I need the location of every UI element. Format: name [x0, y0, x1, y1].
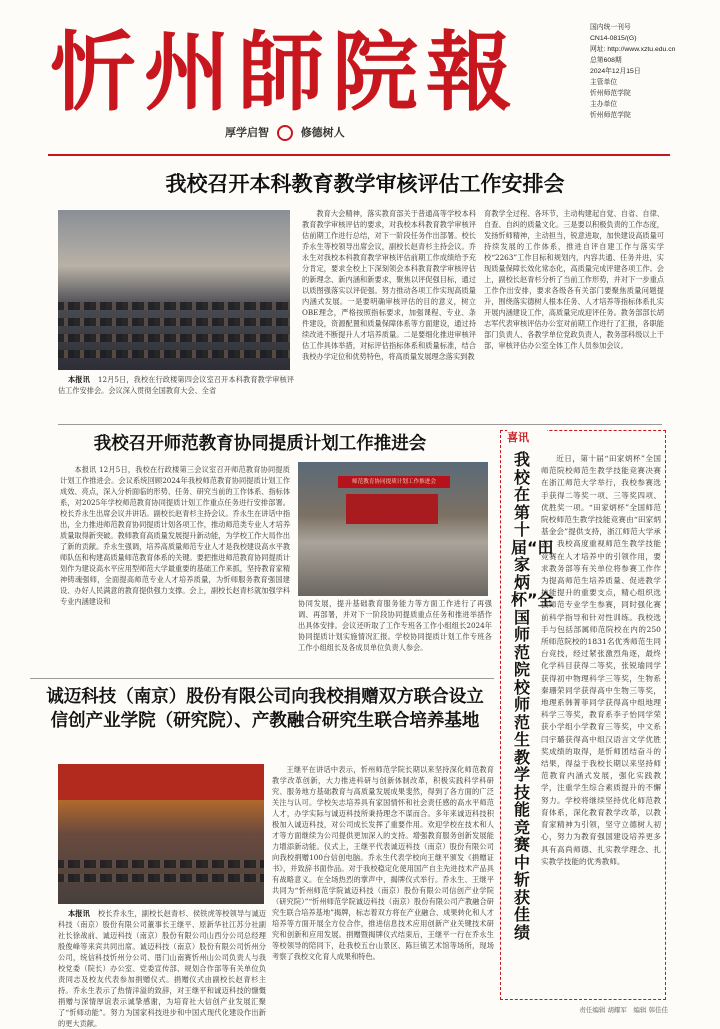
motto-left: 厚学启智	[225, 126, 269, 139]
masthead-info	[590, 22, 710, 152]
sidebar-box	[500, 430, 666, 1000]
article2-photo	[298, 462, 488, 596]
paragraph: 王继平在讲话中表示，忻州师范学院长期以来坚持深化师范教育教学改革创新，大力推进科研与创新体制改革，积极实践科学科研究、服务地方基础教育与高质量发展成果斐然，得到了各方面的广泛关注与认可。学校矢志培养具有家国情怀和社会责任感的高水平师范人才，办学实际与诚迈科技所秉持理念不谋而合。多年来诚迈科技积极加入诚迈科技，对公司成长发挥了重要作用。欢迎学校在技术和人才等方面继续为公司提供更加深入的支持。增强教育服务创新发展能力增添新动能。仪式上，王继平代表诚迈科技（南京）股份有限公司向我校捐赠100台信创电脑。乔永生代表学校向王继平颁发《捐赠证书》，并致辞书面作品。对于我校稳定化使用国产自主先进技术产品具有战略意义。在全场热烈的掌声中，揭牌仪式举行。乔永生、王继平共同为“忻州师范学院诚迈科技（南京）股份有限公司信创产业学院（研究院）”“忻州师范学院诚迈科技（南京）股份有限公司产教融合研究生联合培养基地”揭牌，标志着双方将在产业融合、成果转化和人才培养等方面开展全方位合作，推进信息技术应用创新产业关键技术研究和创新和应用发展。捐赠暨揭牌仪式结束后，王继平一行在乔永生等校领导的陪同下，赴我校五台山景区、陈巨镇艺术馆等场所，现场考察了我校文化育人成果和特色。	[272, 765, 494, 961]
caption-text: 校长乔永生，副校长赵青杉、侯铁虎等校领导与诚迈科技（南京）股份有限公司董事长王继平、原新华社江苏分社副社长徐战前、诚迈科技（南京）股份有限公司山西分公司总经理殷俊峰等来宾共同出席。诚迈科技（南京）股份有限公司忻州分公司，统信科技忻州分公司、厝门山南赛忻州山公司负责人与我校党委（院长）办公室、党委宣传部、规划合作部等有关单位负责同志及校友代表参加捐赠仪式。捐赠仪式由副校长赵青杉主持。乔永生表示了热情洋溢的致辞，对王继平和诚迈科技的慷慨捐赠与深情厚谊表示诚挚感谢，为培育社大信创产业发展汇聚了“忻师动能”。努力为国家科技进步和中国式现代化建设作出新的更大贡献。	[58, 909, 266, 1028]
info-line: 主办单位	[590, 101, 618, 108]
article3-photo	[58, 764, 264, 904]
info-line: 网址: http://www.xztu.edu.cn	[590, 46, 676, 53]
caption-label: 本报讯	[68, 375, 90, 384]
paragraph: 育教学全过程、各环节，主动构建起自觉、自省、自律、自查、自纠的质量文化。三是要以积极负责的工作态度，发扬忻师精神，主动担当，锐意进取，加快建设高质量可持续发展的工作体系，推进自评自建工作与落实学校“2263”工作目标和规划内，内容共通、任务并进，实现质量保障长效化常态化，高质量完成评建各项工作。会上，副校长赵青杉分析了当前工作形势，并对下一步重点工作作出安排，要求各级各有关部门要聚焦质量问题提升，围绕落实德树人根本任务、人才培养等指标体系扎实开展内涵建设工作，高质量完成迎评任务。教务部部长胡志军代表审核评估办公室对前期工作进行了汇报，各职能部门负责人、各教学单位党政负责人，教务部科级以上干部，审核评估办公室全体工作人员参加会议。	[484, 209, 664, 350]
sidebar-body	[541, 453, 661, 993]
paragraph: 本报讯 12月5日，我校在行政楼第三会议室召开师范教育协同提质计划工作推进会。会议系统回顾2024年我校师范教育协同提质计划工作成效、亮点，深入分析面临的形势、任务、研究当前的工作体系、指标体系，对2025年学校师范教育协同提质计划工作重点任务进行安排部署。校长乔永生出席会议并讲话。副校长赵青杉主持会议。乔永生在讲话中指出，全力推进师范教育协同提质计划各项工作，推动师范类专业人才培养质量取得新突破。教师教育高质量发展提升新动能，为学校工作大局作出了新的贡献。乔永生强调，培养高质量师范专业人才是我校建设高水平教师队伍和构建高质量师范教育体系的关键。要把推进师范教育协同提质计划作为建设高水平应用型师范大学最重要的基础工作来抓，坚持教育家精神铸魂强师，全面提高师范专业人才培养质量，为忻师服务教育强国建设、办好人民满意的教育提供强力支撑。会上，副校长赵青杉就加强学科专业内涵建设和	[60, 465, 291, 606]
masthead	[0, 0, 720, 160]
info-line: 2024年12月15日	[590, 68, 641, 75]
article1-photo	[58, 210, 290, 370]
meeting-screen	[346, 494, 438, 524]
article3-caption	[58, 908, 266, 1028]
meeting-banner: 师范教育协同提质计划工作推进会	[338, 476, 450, 488]
footer-editors: 责任编辑 胡耀军 编辑 韩佳佳	[579, 1006, 668, 1014]
article3-headline: 诚迈科技（南京）股份有限公司向我校捐赠双方联合设立信创产业学院（研究院）、产教融合研究生联合培养基地	[46, 687, 484, 731]
stage-backdrop	[58, 764, 264, 800]
sidebar-label: 喜讯	[507, 430, 547, 446]
info-line: 忻州师范学院	[590, 90, 631, 97]
info-line: CN14-0815/(G)	[590, 35, 637, 42]
paragraph: 教育大会精神，落实教育部关于普通高等学校本科教育教学审核评估的要求，对我校本科教育教学审核评估前期工作进行总结，对下一阶段任务作出部署。校长乔永生等校领导出席会议，副校长赵青杉主持会议。乔永生对我校本科教育教学审核评估前期工作成绩给予充分肯定，要求全校上下深刻领会本科教育教学审核评估的新理念、新内涵和新要求，聚焦以评促强目标，通过以质图强落实以评促强。努力推动各项工作实现高质量内涵式发展。一是要明确审核评估的目的意义，树立OBE理念，严格按照指标要求，加强课程、专业、条件建设，资源配置和质量保障体系等方面建设，通过持续改进不断提升人才培养质量。二是要细化推进审核评估工作具体举措，对标评估指标体系和质量标准，结合我校办学定位和优势特色，将高质量发展理念落实到教	[302, 209, 476, 361]
article1-caption	[58, 374, 294, 418]
article1-col3	[484, 208, 664, 418]
article2-headline: 我校召开师范教育协同提质计划工作推进会	[93, 434, 427, 454]
info-line: 忻州师范学院	[590, 112, 631, 119]
paragraph: 协同发展，提升基础教育服务能力等方面工作进行了再强调、再部署，并对下一阶段协同提质重点任务和推进举措作出具体安排。会议还听取了工作专班各工作小组组长2024年协同提质计划实施情况汇报。学校协同提质计划工作专班各工作小组组长及各成员单位负责人参会。	[298, 599, 492, 652]
article1-headline: 我校召开本科教育教学审核评估工作安排会	[165, 172, 565, 196]
article1-col2	[302, 208, 476, 418]
divider	[58, 424, 662, 425]
school-seal-icon	[277, 125, 293, 141]
sidebar-headline: 我校在第十届“田家炳杯”全国师范院校师范生教学技能竞赛中斩获佳绩	[511, 450, 554, 942]
paragraph: 近日，第十届“田家炳杯”全国师范院校师范生教学技能竞赛决赛在浙江师范大学举行，我校参赛选手获得二等奖一项、三等奖四项、优胜奖一项。“田家炳杯”全国师范院校师范生教学技能竞赛由“田家炳基金会”提供支持，浙江师范大学承办。我校高度重视师范生教学技能竞赛在人才培养中的引领作用，要求教务部等有关单位将参赛工作作为提高师范生培养质量、促进教学技能提升的重要支点，精心组织选拔师范专业学生参赛，同时强化赛前科学指导和针对性训练。我校选手与包括部属师范院校在内的250所师范院校的1831名优秀师范生同台竞技，经过紧张激烈角逐，最终化学科目获得二等奖，张锐瑜同学获得初中物理科学三等奖，生物系秦珊荣同学获得高中生物三等奖，地理系韩菁菲同学获得高中组地理科学三等奖，教育系李子怡同学荣获小学组小学教育三等奖，中文系闫宇璐获得高中组汉语言文学优胜奖成绩的取得，是忻师团结奋斗的结果，得益于我校长期以来坚持师范教育内涵式发展，强化实践教学，注重学生综合素质提升的不懈努力。学校将继续坚持优化师范教育体系，深化教育教学改革，以教育家精神为引领，坚守立德树人初心，努力为教育强国建设培养更多具有高尚师德、扎实教学理念、扎实教学技能的优秀教师。	[541, 454, 661, 866]
article2-col2	[298, 598, 492, 672]
caption-label: 本报讯	[68, 909, 90, 918]
article3-col2	[272, 764, 494, 1012]
info-line: 国内统一刊号	[590, 24, 631, 31]
divider	[30, 678, 494, 679]
masthead-title: 忻州師院報	[50, 22, 520, 123]
info-line: 主管单位	[590, 79, 618, 86]
masthead-rule	[48, 154, 670, 156]
caption-text: 12月5日，我校在行政楼第四会议室召开本科教育教学审核评估工作安排会。会议深入贯彻全国教育大会、全省	[58, 375, 294, 395]
article2-col1	[60, 464, 290, 672]
motto-right: 修德树人	[300, 126, 345, 139]
masthead-motto	[225, 124, 425, 144]
info-line: 总第608期	[590, 57, 622, 64]
